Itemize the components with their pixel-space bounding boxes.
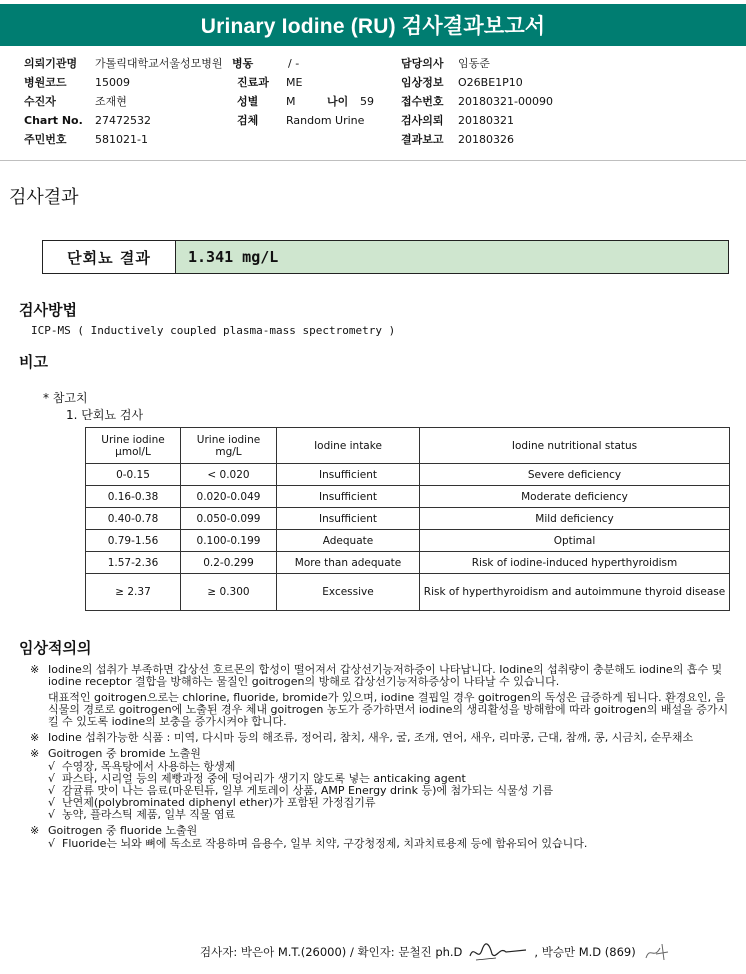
sex-label: 성별 [237,95,259,108]
result-value: 1.341 mg/L [176,241,728,273]
table-cell: Excessive [277,574,420,611]
table-row [86,552,730,574]
table-cell: 0.050-0.099 [181,508,277,530]
receipt-no-value: 20180321-00090 [458,95,553,108]
sex-value: M [286,95,296,108]
table-cell: ≥ 0.300 [181,574,277,611]
reference-title: * 참고치 [43,391,88,405]
table-cell: 0.40-0.78 [86,508,181,530]
check-text: 난연제(polybrominated diphenyl ether)가 포함된 가정집기류 [62,796,376,809]
table-cell: < 0.020 [181,464,277,486]
reference-subtitle: 1. 단회뇨 검사 [66,408,144,422]
header-umol: Urine iodine µmol/L [86,428,181,464]
check-mark: √ [48,772,56,785]
table-cell: 0.79-1.56 [86,530,181,552]
id-no-value: 581021-1 [95,133,148,146]
second-signer-text: , 박승만 M.D (869) [534,945,636,959]
signature-footer [200,940,672,964]
table-row [86,464,730,486]
table-cell: 0.16-0.38 [86,486,181,508]
check-mark: √ [48,796,56,809]
receipt-no-label: 접수번호 [401,95,444,108]
note-text: Iodine의 섭취가 부족하면 갑상선 호르몬의 합성이 떨어져서 갑상선기능저하증이 나타납니다. Iodine의 섭취량이 충분해도 iodine의 흡수 및 iodine receptor 결합을 방해하는 물질인 goitrogen의 방해로 갑상선기능저하증상이 나타날 수 있습니다. [48,663,723,688]
table-row [86,574,730,611]
note-mark: ※ [30,731,40,744]
table-row [86,530,730,552]
examinee-label: 수진자 [24,95,56,108]
table-cell: Risk of iodine-induced hyperthyroidism [420,552,730,574]
table-cell: Risk of hyperthyroidism and autoimmune thyroid disease [420,574,730,611]
note-mark: ※ [30,663,40,676]
result-box [42,240,729,274]
check-item [30,809,730,821]
table-cell: Mild deficiency [420,508,730,530]
table-cell: 0.2-0.299 [181,552,277,574]
table-header-row [86,428,730,464]
table-cell: ≥ 2.37 [86,574,181,611]
note-text: Goitrogen 중 fluoride 노출원 [48,824,198,837]
table-cell: 1.57-2.36 [86,552,181,574]
dept-label: 진료과 [237,76,269,89]
clinical-info-label: 임상정보 [401,76,444,89]
clinical-info-value: O26BE1P10 [458,76,523,89]
results-heading: 검사결과 [9,187,79,208]
id-no-label: 주민번호 [24,133,67,146]
examiner-text: 검사자: 박은아 M.T.(26000) / 확인자: 문철진 ph.D [200,945,463,959]
table-cell: Insufficient [277,486,420,508]
check-text: 농약, 플라스틱 제품, 일부 직물 염료 [62,808,236,821]
clinical-heading: 임상적의의 [19,639,92,657]
note-text: Goitrogen 중 bromide 노출원 [48,747,201,760]
table-cell: Insufficient [277,464,420,486]
signature-icon [466,940,530,964]
header-intake: Iodine intake [277,428,420,464]
table-cell: 0-0.15 [86,464,181,486]
age-value: 59 [360,95,374,108]
note-paragraph: 대표적인 goitrogen으로는 chlorine, fluoride, bromide가 있으며, iodine 결핍일 경우 goitrogen의 독성은 급증하게 됩니다. 환경요인, 음식물의 경로로 goitrogen에 노출된 경우 체내 goitrogen 농도가 증가하면서 iodine의 생리활성을 방해함에 따라 goitrogen의 배설을 증가시킬 수 있도록 iodine의 보충을 증가시켜야 합니다. [48,691,729,728]
table-cell: More than adequate [277,552,420,574]
ward-label: 병동 [232,57,254,70]
check-mark: √ [48,760,56,773]
table-row [86,486,730,508]
institution-value: 가톨릭대학교서울성모병원 [95,57,223,70]
table-cell: 0.100-0.199 [181,530,277,552]
signature-icon [642,940,672,964]
note-text: Iodine 섭취가능한 식품 : 미역, 다시마 등의 해조류, 정어리, 참치, 새우, 굴, 조개, 연어, 새우, 리마콩, 근대, 참깨, 콩, 시금치, 순무채소 [48,731,694,744]
table-cell: Insufficient [277,508,420,530]
note-item [30,748,730,760]
table-cell: Adequate [277,530,420,552]
divider [0,160,746,161]
note-mark: ※ [30,747,40,760]
method-text: ICP-MS ( Inductively coupled plasma-mass spectrometry ) [31,324,396,337]
table-cell: Moderate deficiency [420,486,730,508]
report-date-label: 결과보고 [401,133,444,146]
specimen-label: 검체 [237,114,259,127]
table-cell: Severe deficiency [420,464,730,486]
examinee-value: 조재현 [95,95,127,108]
report-title: Urinary Iodine (RU) 검사결과보고서 [0,4,746,46]
check-text: 수영장, 목욕탕에서 사용하는 항생제 [62,760,236,773]
age-label: 나이 [327,95,349,108]
request-date-label: 검사의뢰 [401,114,444,127]
institution-label: 의뢰기관명 [24,57,78,70]
method-heading: 검사방법 [19,301,77,319]
note-mark: ※ [30,824,40,837]
clinical-notes [30,664,730,850]
doctor-value: 임동준 [458,57,490,70]
header-mg: Urine iodine mg/L [181,428,277,464]
check-mark: √ [48,808,56,821]
hospital-code-value: 15009 [95,76,130,89]
table-row [86,508,730,530]
request-date-value: 20180321 [458,114,514,127]
check-item [30,838,730,850]
chart-no-value: 27472532 [95,114,151,127]
check-text: Fluoride는 뇌와 뼈에 독소로 작용하며 음용수, 일부 치약, 구강청정제, 치과치료용제 등에 함유되어 있습니다. [62,837,588,850]
check-text: 감귤류 맛이 나는 음료(마운틴듀, 일부 게토레이 상품, AMP Energy drink 등)에 첨가되는 식물성 기름 [62,784,554,797]
header-status: Iodine nutritional status [420,428,730,464]
check-mark: √ [48,784,56,797]
note-item [30,732,730,744]
remarks-heading: 비고 [19,353,48,371]
report-date-value: 20180326 [458,133,514,146]
reference-table [85,427,730,611]
chart-no-label: Chart No. [24,114,83,127]
table-cell: 0.020-0.049 [181,486,277,508]
result-label: 단회뇨 결과 [43,241,176,273]
note-item [30,664,730,688]
ward-value: / - [288,57,300,70]
specimen-value: Random Urine [286,114,365,127]
doctor-label: 담당의사 [401,57,444,70]
table-cell: Optimal [420,530,730,552]
hospital-code-label: 병원코드 [24,76,67,89]
check-mark: √ [48,837,56,850]
dept-value: ME [286,76,303,89]
note-item [30,825,730,837]
check-text: 파스타, 시리얼 등의 제빵과정 중에 덩어리가 생기지 않도록 넣는 anticaking agent [62,772,466,785]
